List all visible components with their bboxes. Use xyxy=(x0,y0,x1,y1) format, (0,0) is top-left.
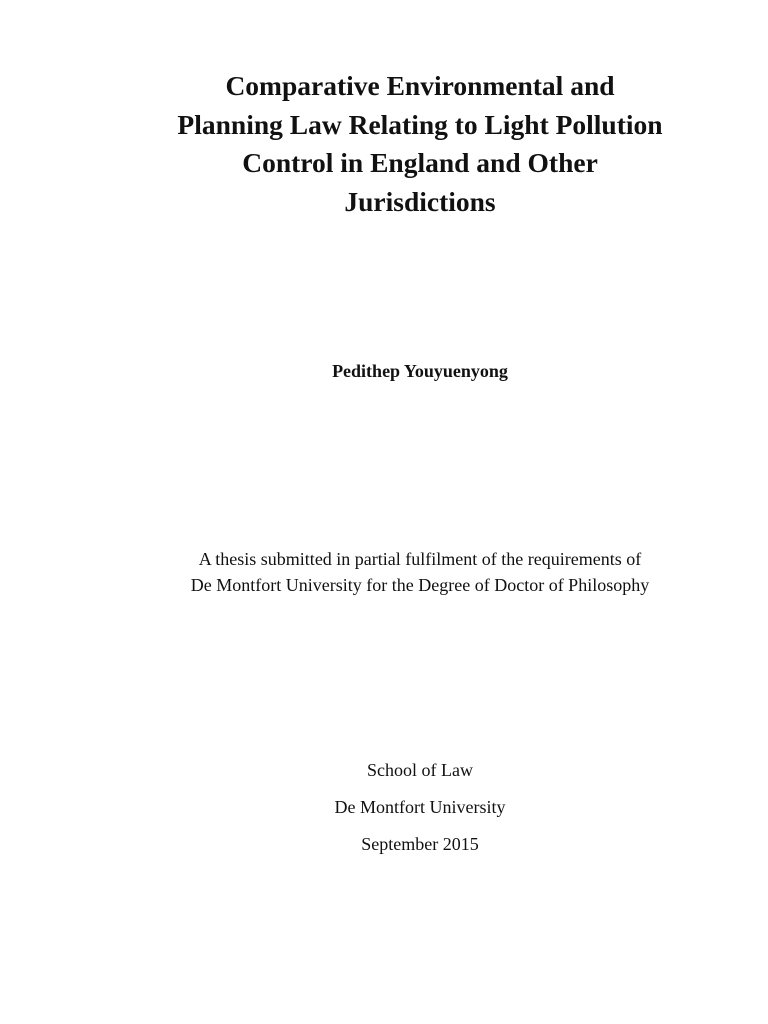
thesis-title-line: Comparative Environmental and xyxy=(225,70,615,101)
thesis-title-line: Planning Law Relating to Light Pollution xyxy=(177,108,663,140)
author-name: Pedithep Youyuenyong xyxy=(332,361,508,381)
affiliation-block xyxy=(100,758,740,869)
school-name: School of Law xyxy=(367,760,473,780)
thesis-title-line: Control in England and Other xyxy=(242,147,598,178)
university-name: De Montfort University xyxy=(334,797,506,817)
submission-statement-line: De Montfort University for the Degree of Doctor of Philosophy xyxy=(190,575,650,595)
thesis-title-line: Jurisdictions xyxy=(344,185,496,217)
submission-statement-line: A thesis submitted in partial fulfilment of the requirements of xyxy=(198,549,642,569)
submission-statement xyxy=(100,546,740,598)
submission-date: September 2015 xyxy=(361,834,479,854)
thesis-title xyxy=(100,67,740,221)
